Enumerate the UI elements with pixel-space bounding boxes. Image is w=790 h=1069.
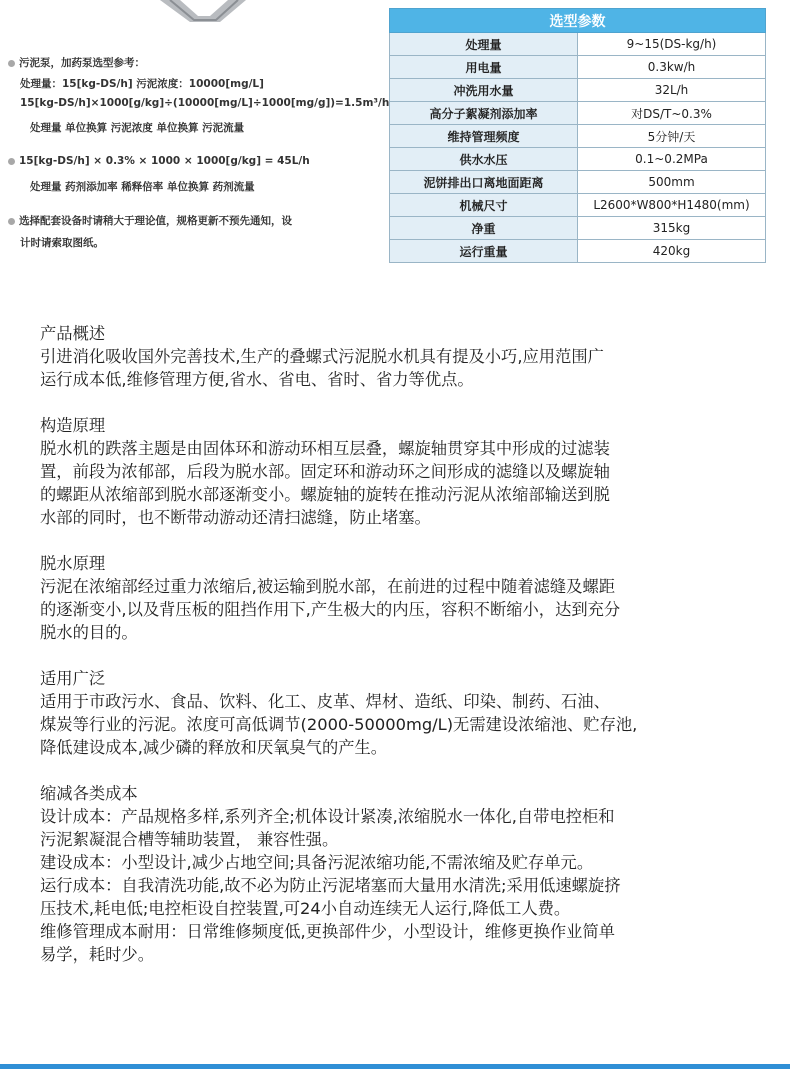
section-cost-reduction <box>40 782 770 966</box>
section-line: 降低建设成本,减少磷的释放和厌氧臭气的产生。 <box>40 738 388 757</box>
section-title: 脱水原理 <box>40 554 106 573</box>
spec-value: 5分钟/天 <box>578 125 766 148</box>
table-row <box>390 125 766 148</box>
spec-value: 0.3kw/h <box>578 56 766 79</box>
table-row <box>390 217 766 240</box>
spec-value: 500mm <box>578 171 766 194</box>
spec-key: 运行重量 <box>390 240 578 263</box>
section-applications <box>40 667 770 759</box>
spec-key: 高分子絮凝剂添加率 <box>390 102 578 125</box>
section-line: 污泥在浓缩部经过重力浓缩后,被运输到脱水部，在前进的过程中随着滤缝及螺距 <box>40 577 616 596</box>
section-line: 脱水机的跌落主题是由固体环和游动环相互层叠，螺旋轴贯穿其中形成的过滤装 <box>40 439 610 458</box>
product-description <box>40 322 770 989</box>
product-image-fragment <box>150 0 260 22</box>
table-row <box>390 33 766 56</box>
section-line: 运行成本：自我清洗功能,故不必为防止污泥堵塞而大量用水清洗;采用低速螺旋挤 <box>40 876 621 895</box>
section-line: 适用于市政污水、食品、饮料、化工、皮革、焊材、造纸、印染、制药、石油、 <box>40 692 610 711</box>
section-line: 的螺距从浓缩部到脱水部逐渐变小。螺旋轴的旋转在推动污泥从浓缩部输送到脱 <box>40 485 610 504</box>
section-line: 煤炭等行业的污泥。浓度可高低调节(2000-50000mg/L)无需建设浓缩池、贮存池, <box>40 715 638 734</box>
spec-value: L2600*W800*H1480(mm) <box>578 194 766 217</box>
section-line: 建设成本：小型设计,减少占地空间;具备污泥浓缩功能,不需浓缩及贮存单元。 <box>40 853 594 872</box>
spec-key: 净重 <box>390 217 578 240</box>
spec-key: 维持管理频度 <box>390 125 578 148</box>
bullet-icon <box>8 218 15 225</box>
bottom-divider <box>0 1064 790 1069</box>
spec-table-title: 选型参数 <box>390 9 766 33</box>
table-row <box>390 102 766 125</box>
note-line: 处理量：15[kg-DS/h] 污泥浓度：10000[mg/L] <box>20 78 264 90</box>
section-title: 缩减各类成本 <box>40 784 138 803</box>
table-row <box>390 56 766 79</box>
section-dewatering <box>40 552 770 644</box>
section-line: 水部的同时，也不断带动游动还清扫滤缝，防止堵塞。 <box>40 508 431 527</box>
spec-value: 420kg <box>578 240 766 263</box>
section-line: 维修管理成本耐用：日常维修频度低,更换部件少，小型设计，维修更换作业简单 <box>40 922 616 941</box>
note-line: 15[kg-DS/h] × 0.3% × 1000 × 1000[g/kg] = 45L/h <box>19 155 310 167</box>
section-line: 置，前段为浓郁部，后段为脱水部。固定环和游动环之间形成的滤缝以及螺旋轴 <box>40 462 610 481</box>
section-line: 运行成本低,维修管理方便,省水、省电、省时、省力等优点。 <box>40 370 474 389</box>
table-row <box>390 148 766 171</box>
spec-key: 泥饼排出口离地面距离 <box>390 171 578 194</box>
table-row <box>390 79 766 102</box>
table-row <box>390 171 766 194</box>
spec-key: 冲洗用水量 <box>390 79 578 102</box>
note-line: 处理量 单位换算 污泥浓度 单位换算 污泥流量 <box>30 122 245 134</box>
note-line: 选择配套设备时请稍大于理论值，规格更新不预先通知，设 <box>19 215 292 227</box>
section-line: 易学，耗时少。 <box>40 945 154 964</box>
bullet-icon <box>8 158 15 165</box>
section-overview <box>40 322 770 391</box>
section-line: 设计成本：产品规格多样,系列齐全;机体设计紧凑,浓缩脱水一体化,自带电控柜和 <box>40 807 615 826</box>
spec-value: 315kg <box>578 217 766 240</box>
note-line: 15[kg-DS/h]×1000[g/kg]÷(10000[mg/L]÷1000[mg/g])=1.5m³/h <box>20 97 390 109</box>
section-structure <box>40 414 770 529</box>
section-line: 污泥絮凝混合槽等辅助装置， 兼容性强。 <box>40 830 339 849</box>
spec-value: 9~15(DS-kg/h) <box>578 33 766 56</box>
table-row <box>390 194 766 217</box>
spec-value: 对DS/T~0.3% <box>578 102 766 125</box>
section-line: 压技术,耗电低;电控柜设自控装置,可24小自动连续无人运行,降低工人费。 <box>40 899 571 918</box>
bullet-icon <box>8 60 15 67</box>
spec-key: 用电量 <box>390 56 578 79</box>
note-line: 污泥泵，加药泵选型参考： <box>19 57 145 69</box>
spec-key: 机械尺寸 <box>390 194 578 217</box>
section-title: 产品概述 <box>40 324 106 343</box>
section-line: 的逐渐变小,以及背压板的阻挡作用下,产生极大的内压，容积不断缩小，达到充分 <box>40 600 621 619</box>
spec-value: 0.1~0.2MPa <box>578 148 766 171</box>
section-line: 引进消化吸收国外完善技术,生产的叠螺式污泥脱水机具有提及小巧,应用范围广 <box>40 347 604 366</box>
table-row <box>390 240 766 263</box>
note-line: 处理量 药剂添加率 稀释倍率 单位换算 药剂流量 <box>30 181 255 193</box>
section-title: 构造原理 <box>40 416 106 435</box>
spec-table <box>389 8 766 263</box>
section-line: 脱水的目的。 <box>40 623 138 642</box>
spec-key: 处理量 <box>390 33 578 56</box>
note-line: 计时请索取图纸。 <box>20 237 104 249</box>
section-title: 适用广泛 <box>40 669 106 688</box>
spec-key: 供水水压 <box>390 148 578 171</box>
spec-value: 32L/h <box>578 79 766 102</box>
